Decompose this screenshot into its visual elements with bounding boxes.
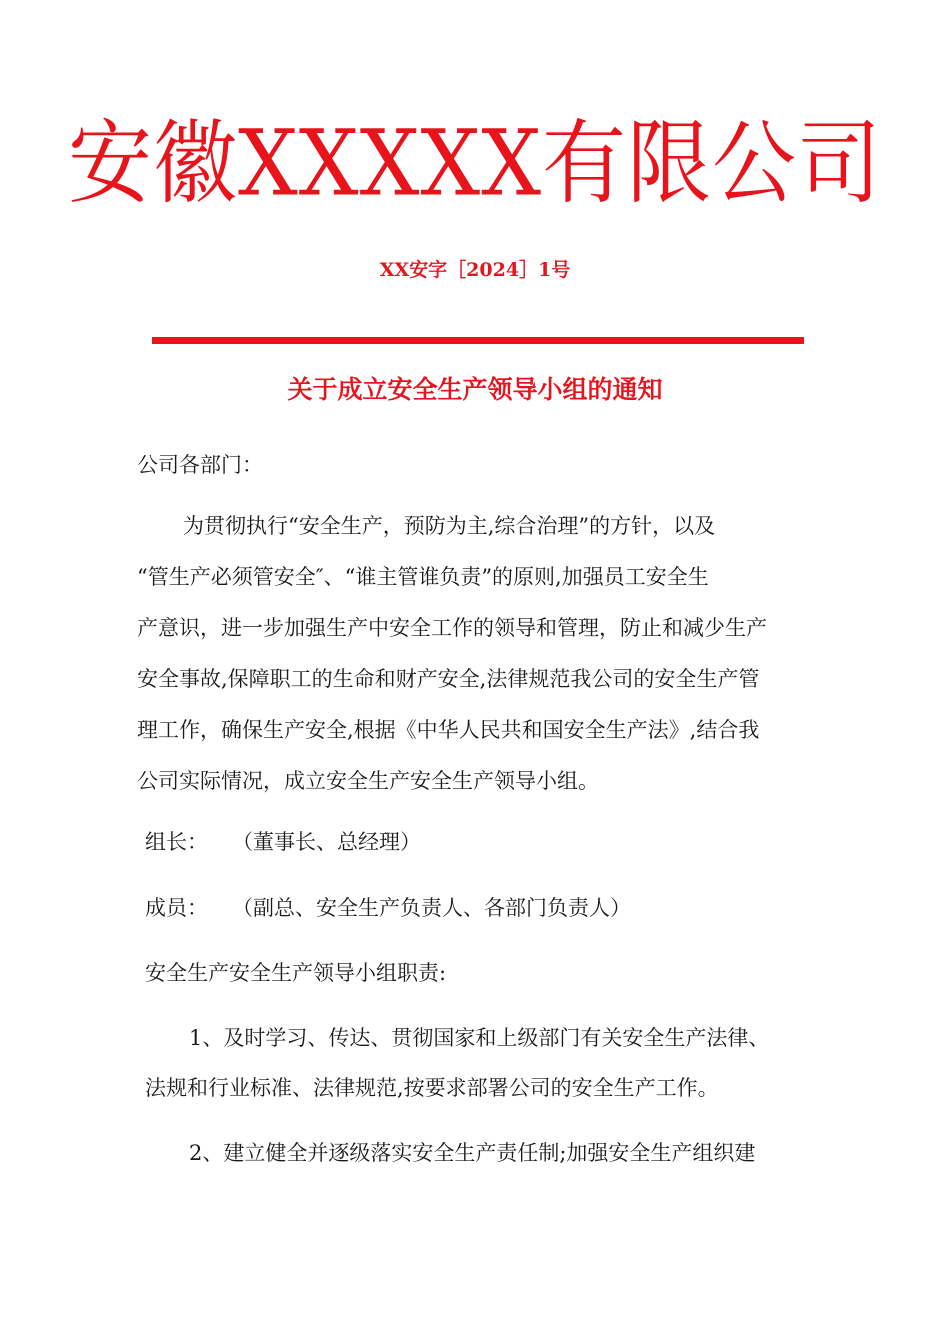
document-number: XX安字［2024］1号: [379, 259, 571, 281]
company-name-header: 安徽XXXXX有限公司: [67, 110, 882, 216]
members-value: （副总、安全生产负责人、各部门负责人）: [232, 896, 631, 920]
leader-value: （董事长、总经理）: [232, 830, 421, 854]
duty-line: 法规和行业标准、法律规范,按要求部署公司的安全生产工作。: [145, 1076, 719, 1100]
paragraph-line: 为贯彻执行“安全生产，预防为主,综合治理”的方针，以及: [183, 514, 716, 538]
intro-paragraph: [137, 501, 809, 807]
red-divider-line: [152, 337, 804, 344]
duties-heading: 安全生产安全生产领导小组职责:: [145, 961, 447, 985]
duty-item: [145, 1128, 817, 1178]
notice-title: 关于成立安全生产领导小组的通知: [287, 375, 663, 404]
paragraph-line: 产意识，进一步加强生产中安全工作的领导和管理，防止和减少生产: [137, 616, 767, 640]
duty-item: [145, 1013, 817, 1113]
duty-line: 1、及时学习、传达、贯彻国家和上级部门有关安全生产法律、: [189, 1026, 770, 1050]
paragraph-line: 安全事故,保障职工的生命和财产安全,法律规范我公司的安全生产管: [137, 667, 760, 691]
members-label: 成员：: [145, 896, 208, 920]
leader-label: 组长：: [145, 830, 208, 854]
paragraph-line: 理工作，确保生产安全,根据《中华人民共和国安全生产法》,结合我: [137, 718, 760, 742]
salutation: 公司各部门：: [137, 453, 263, 477]
paragraph-line: “管生产必须管安全″、“谁主管谁负责”的原则,加强员工安全生: [137, 565, 709, 589]
duty-line: 2、建立健全并逐级落实安全生产责任制;加强安全生产组织建: [189, 1141, 756, 1165]
paragraph-line: 公司实际情况，成立安全生产安全生产领导小组。: [137, 769, 599, 793]
